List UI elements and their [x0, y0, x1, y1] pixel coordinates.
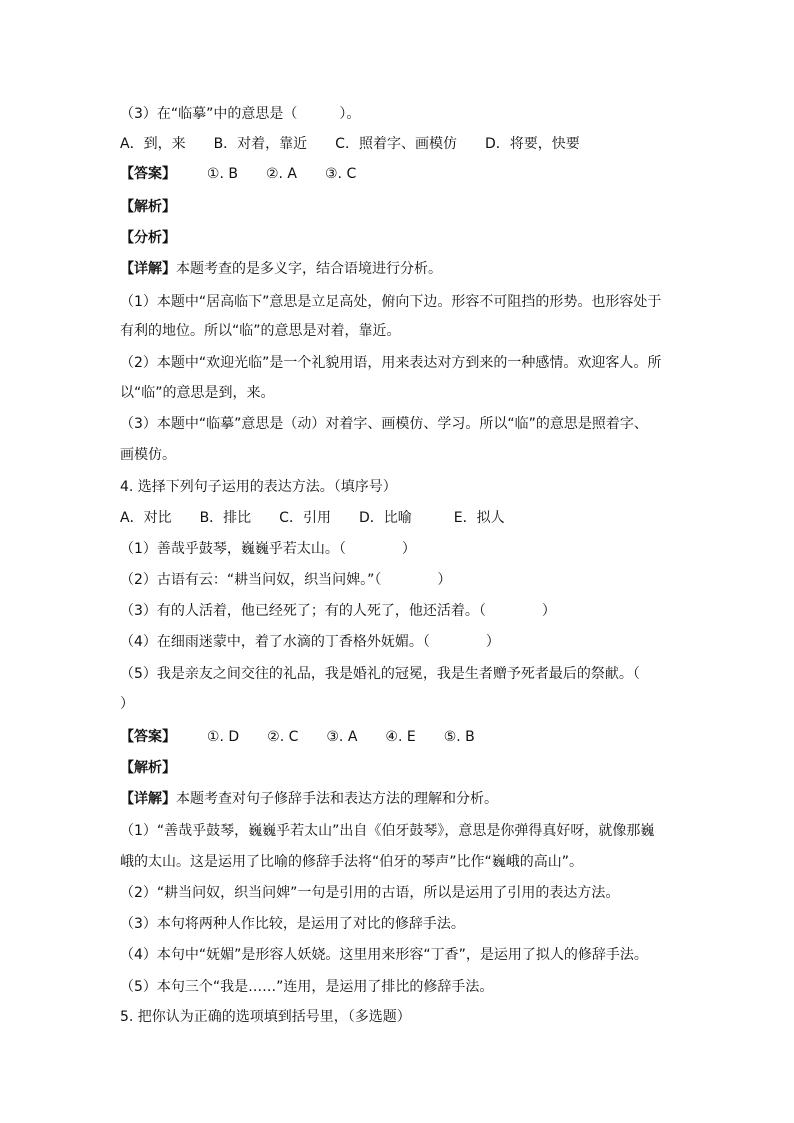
explanation-4-3: （3）本句将两种人作比较，是运用了对比的修辞手法。	[120, 916, 465, 932]
question-4-sentence-2: （2）古语有云：“耕当问奴，织当问婢。”（ ）	[120, 572, 452, 588]
detail-text: 本题考查的是多义字，结合语境进行分析。	[176, 261, 442, 277]
explanation-4-5: （5）本句三个“我是……”连用，是运用了排比的修辞手法。	[120, 979, 494, 995]
question-4-sentence-5-line-2: ）	[120, 696, 134, 712]
detail-row-1	[120, 259, 700, 279]
explanation-2-line-1: （2）本题中“欢迎光临”是一个礼貌用语，用来表达对方到来的一种感情。欢迎客人。所	[120, 355, 662, 371]
explanation-4-2: （2）“耕当问奴，织当问婢”一句是引用的古语，所以是运用了引用的表达方法。	[120, 885, 620, 901]
question-4-sentence-3: （3）有的人活着，他已经死了；有的人死了，他还活着。（ ）	[120, 603, 556, 619]
answer-label: 【答案】	[120, 729, 176, 745]
answer-row-2	[120, 727, 700, 747]
explanation-4-4: （4）本句中“妩媚”是形容人妖娆。这里用来形容“丁香”，是运用了拟人的修辞手法。	[120, 947, 648, 963]
detail-label: 【详解】	[120, 791, 176, 807]
explanation-3-line-1: （3）本题中“临摹”意思是（动）对着字、画模仿、学习。所以“临”的意思是照着字、	[120, 416, 648, 432]
analysis-heading: 【解析】	[120, 199, 176, 215]
fenxi-heading: 【分析】	[120, 230, 176, 246]
detail-label: 【详解】	[120, 261, 176, 277]
analysis-heading: 【解析】	[120, 760, 176, 776]
question-4-options: A．对比 B．排比 C．引用 D．比喻 E．拟人	[120, 510, 505, 526]
explanation-1-line-1: （1）本题中“居高临下”意思是立足高处，俯向下边。形容不可阻挡的形势。也形容处于	[120, 294, 662, 310]
explanation-4-1-line-2: 峨的太山。这是运用了比喻的修辞手法将“伯牙的琴声”比作“巍峨的高山”。	[120, 854, 584, 870]
question-5-stem: 5. 把你认为正确的选项填到括号里，（多选题）	[120, 1009, 411, 1025]
answer-values: ①. B ②. A ③. C	[206, 166, 357, 182]
detail-text: 本题考查对句子修辞手法和表达方法的理解和分析。	[176, 791, 498, 807]
explanation-2-line-2: 以“临”的意思是到，来。	[120, 385, 275, 401]
detail-row-2	[120, 789, 700, 809]
explanation-1-line-2: 有利的地位。所以“临”的意思是对着，靠近。	[120, 323, 401, 339]
explanation-3-line-2: 画模仿。	[120, 447, 176, 463]
answer-row-1	[120, 164, 700, 184]
question-3-3-stem: （3）在“临摹”中的意思是（ ）。	[120, 106, 361, 122]
question-4-sentence-1: （1）善哉乎鼓琴，巍巍乎若太山。（ ）	[120, 541, 416, 557]
question-3-3-options: A．到，来 B．对着，靠近 C．照着字、画模仿 D．将要，快要	[120, 136, 580, 152]
answer-values: ①. D ②. C ③. A ④. E ⑤. B	[206, 729, 475, 745]
explanation-4-1-line-1: （1）“善哉乎鼓琴，巍巍乎若太山”出自《伯牙鼓琴》，意思是你弹得真好呀，就像那巍	[120, 823, 655, 839]
question-4-sentence-5-line-1: （5）我是亲友之间交往的礼品，我是婚礼的冠冕，我是生者赠予死者最后的祭献。（	[120, 666, 640, 682]
answer-label: 【答案】	[120, 166, 176, 182]
question-4-sentence-4: （4）在细雨迷蒙中，着了水滴的丁香格外妩媚。（ ）	[120, 634, 500, 650]
question-4-stem: 4. 选择下列句子运用的表达方法。（填序号）	[120, 479, 397, 495]
